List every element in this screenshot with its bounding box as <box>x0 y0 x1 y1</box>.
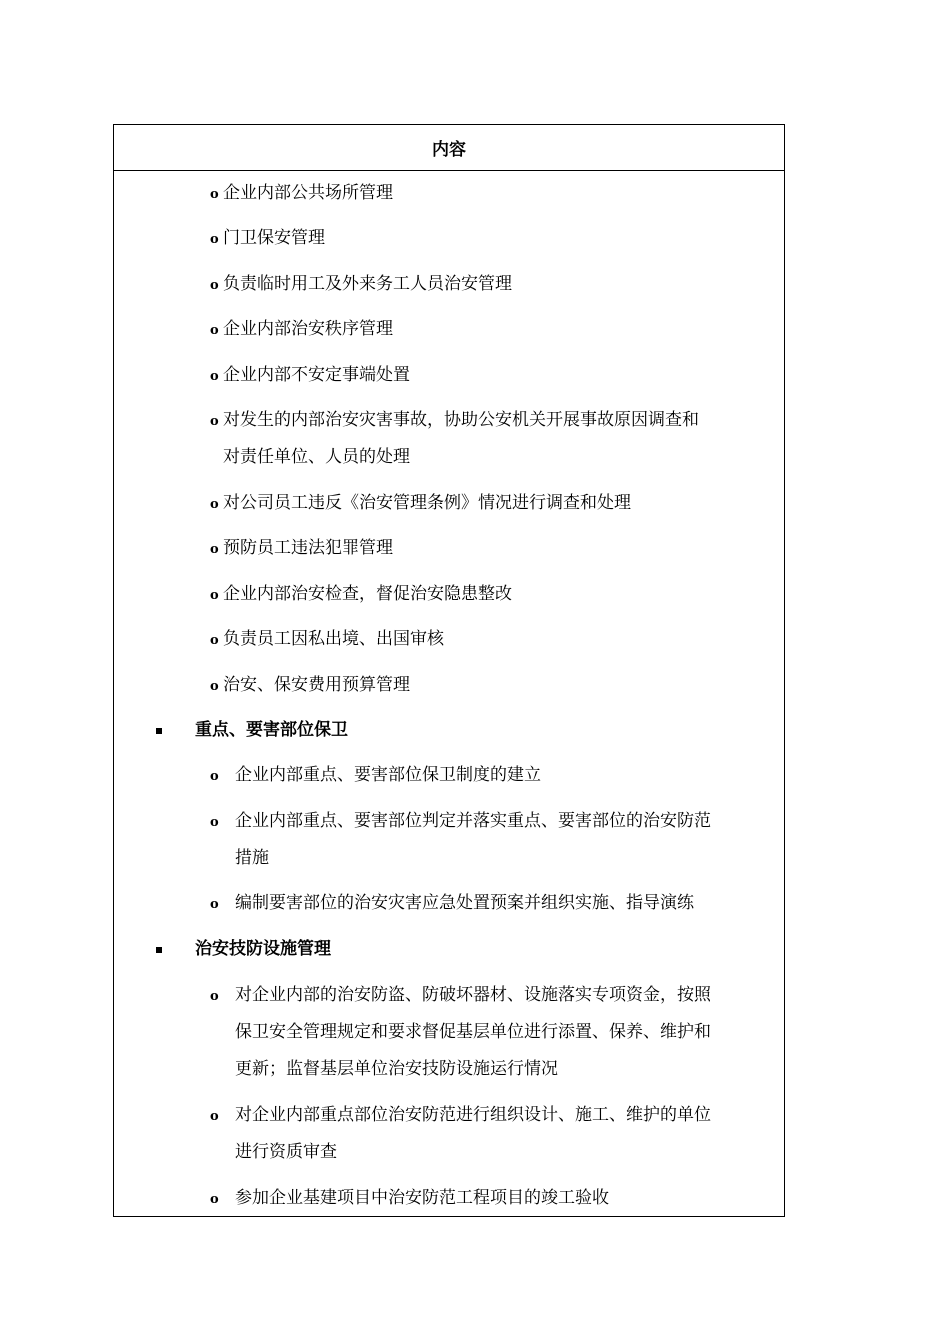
list-item-text: 对责任单位、人员的处理 <box>223 447 410 467</box>
list-item-text: 负责临时用工及外来务工人员治安管理 <box>223 274 512 294</box>
list-item-text: 门卫保安管理 <box>223 228 325 248</box>
list-item-text: 企业内部公共场所管理 <box>223 183 393 203</box>
square-bullet-icon <box>156 728 162 734</box>
circle-bullet-icon: o <box>210 187 219 202</box>
circle-bullet-icon: o <box>210 323 219 338</box>
circle-bullet-icon: o <box>210 414 219 429</box>
circle-bullet-icon: o <box>210 1109 219 1124</box>
table-header <box>114 125 784 171</box>
circle-bullet-icon: o <box>210 897 219 912</box>
list-item-text: 负责员工因私出境、出国审核 <box>223 629 444 649</box>
list-item-text: 企业内部不安定事端处置 <box>223 365 410 385</box>
circle-bullet-icon: o <box>210 633 219 648</box>
circle-bullet-icon: o <box>210 679 219 694</box>
list-item-text: 治安、保安费用预算管理 <box>223 675 410 695</box>
circle-bullet-icon: o <box>210 815 219 830</box>
circle-bullet-icon: o <box>210 542 219 557</box>
list-item-text: 保卫安全管理规定和要求督促基层单位进行添置、保养、维护和 <box>235 1022 711 1042</box>
circle-bullet-icon: o <box>210 278 219 293</box>
table-header-label: 内容 <box>432 140 466 160</box>
list-item-text: 对公司员工违反《治安管理条例》情况进行调查和处理 <box>223 493 631 513</box>
circle-bullet-icon: o <box>210 497 219 512</box>
circle-bullet-icon: o <box>210 769 219 784</box>
list-item-text: 企业内部治安秩序管理 <box>223 319 393 339</box>
list-item-text: 更新；监督基层单位治安技防设施运行情况 <box>235 1059 558 1079</box>
list-item-text: 进行资质审查 <box>235 1142 337 1162</box>
square-bullet-icon <box>156 947 162 953</box>
circle-bullet-icon: o <box>210 989 219 1004</box>
list-item-text: 预防员工违法犯罪管理 <box>223 538 393 558</box>
list-item-text: 企业内部重点、要害部位保卫制度的建立 <box>235 765 541 785</box>
circle-bullet-icon: o <box>210 1192 219 1207</box>
list-item-text: 对企业内部重点部位治安防范进行组织设计、施工、维护的单位 <box>235 1105 711 1125</box>
circle-bullet-icon: o <box>210 588 219 603</box>
circle-bullet-icon: o <box>210 369 219 384</box>
circle-bullet-icon: o <box>210 232 219 247</box>
list-item-text: 企业内部治安检查，督促治安隐患整改 <box>223 584 512 604</box>
list-item-text: 参加企业基建项目中治安防范工程项目的竣工验收 <box>235 1188 609 1208</box>
list-item-text: 编制要害部位的治安灾害应急处置预案并组织实施、指导演练 <box>235 893 694 913</box>
section-heading: 治安技防设施管理 <box>195 939 331 959</box>
list-item-text: 企业内部重点、要害部位判定并落实重点、要害部位的治安防范 <box>235 811 711 831</box>
section-heading: 重点、要害部位保卫 <box>195 720 348 740</box>
list-item-text: 措施 <box>235 848 269 868</box>
list-item-text: 对企业内部的治安防盗、防破坏器材、设施落实专项资金，按照 <box>235 985 711 1005</box>
list-item-text: 对发生的内部治安灾害事故，协助公安机关开展事故原因调查和 <box>223 410 699 430</box>
